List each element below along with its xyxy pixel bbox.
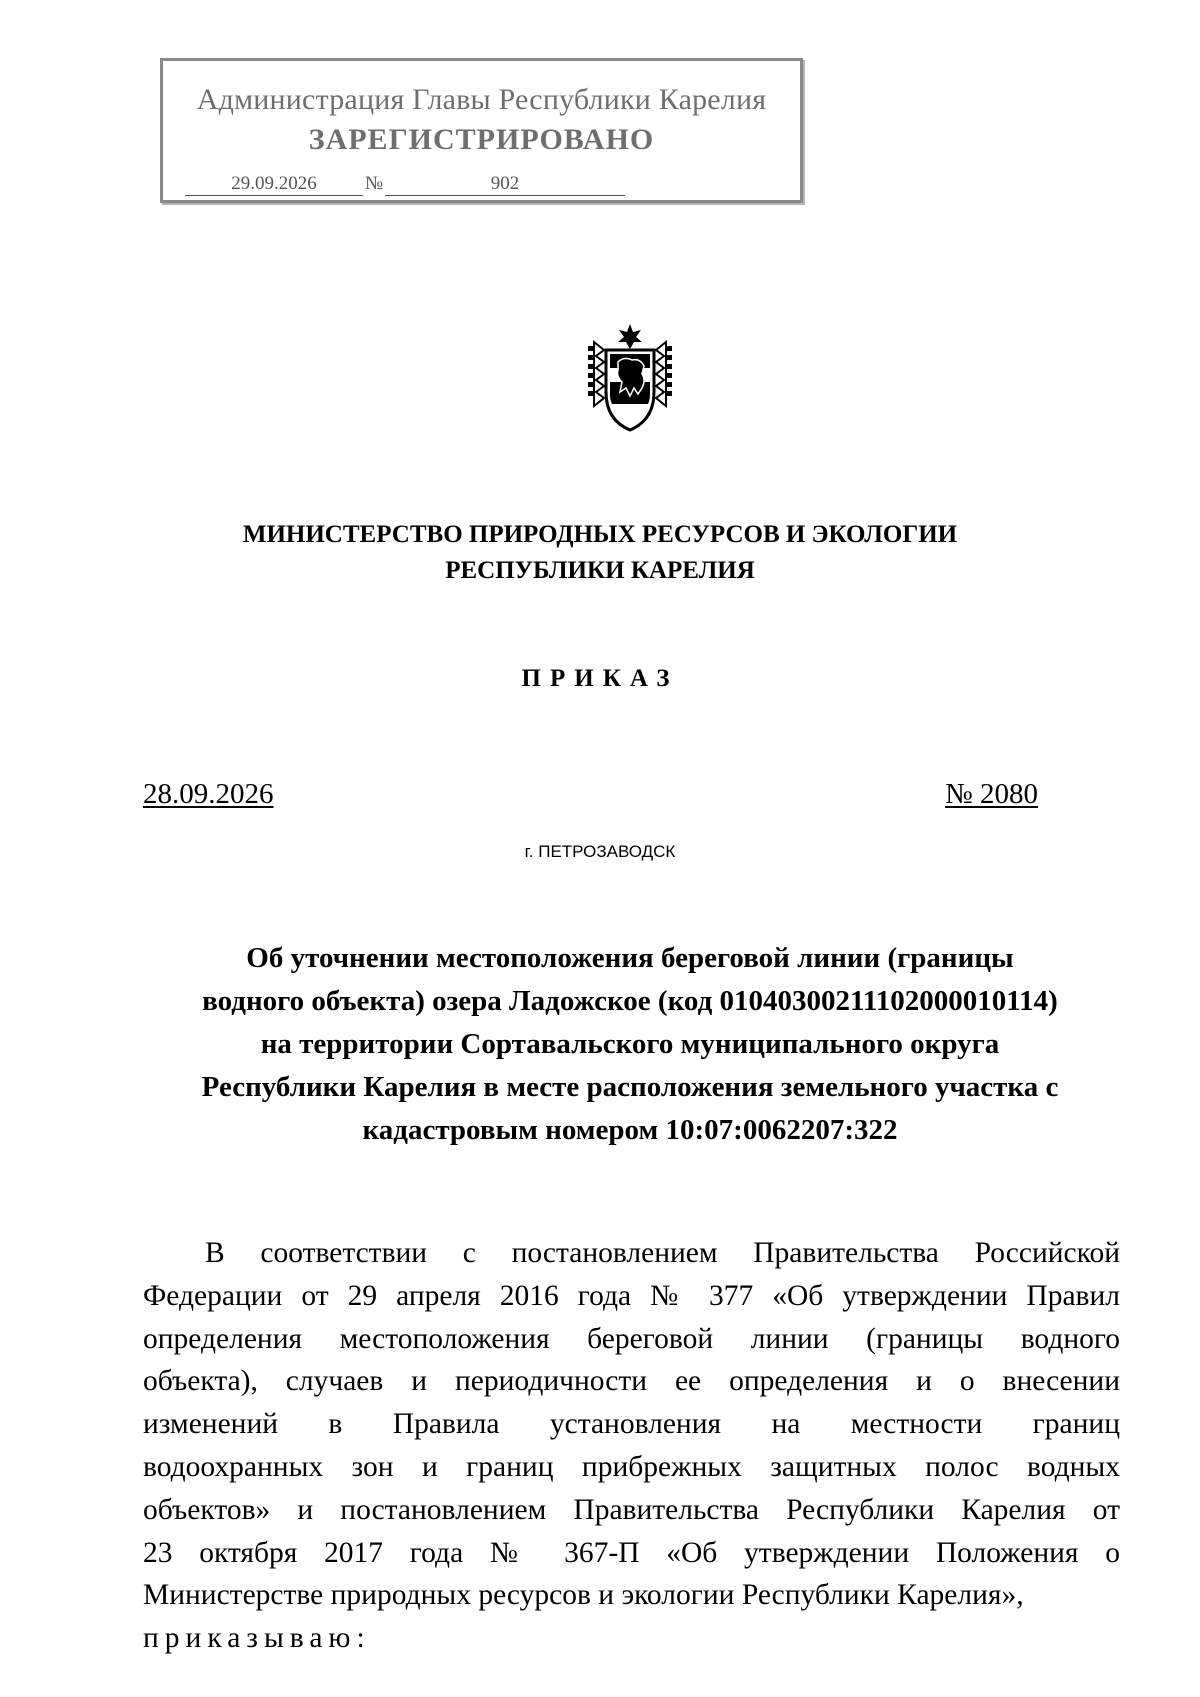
body-line: водоохранных зон и границ прибрежных защитных полос водных xyxy=(143,1450,1120,1483)
body-line: объектов» и постановлением Правительства Республики Карелия от xyxy=(143,1493,1120,1526)
body-line: Министерстве природных ресурсов и экологии Республики Карелия», xyxy=(143,1579,1024,1612)
stamp-status: ЗАРЕГИСТРИРОВАНО xyxy=(308,123,655,156)
stamp-organization: Администрация Главы Республики Карелия xyxy=(196,83,767,116)
stamp-number: 902 xyxy=(385,173,625,196)
karelia-coat-of-arms-icon xyxy=(584,322,676,434)
stamp-number-sign: № xyxy=(365,173,384,194)
order-subject xyxy=(140,937,1120,1152)
document-type: ПРИКАЗ xyxy=(521,665,679,692)
city: г. ПЕТРОЗАВОДСК xyxy=(524,842,676,861)
body-line: изменений в Правила установления на местности границ xyxy=(143,1408,1120,1441)
ministry-name-line1: МИНИСТЕРСТВО ПРИРОДНЫХ РЕСУРСОВ И ЭКОЛОГИИ xyxy=(242,521,958,548)
subject-line: Республики Карелия в месте расположения земельного участка с xyxy=(201,1071,1059,1103)
body-line: Федерации от 29 апреля 2016 года № 377 «Об утверждении Правил xyxy=(143,1279,1120,1312)
order-closing: приказываю: xyxy=(143,1622,371,1655)
body-line: объекта), случаев и периодичности ее определения и о внесении xyxy=(143,1365,1120,1398)
order-date: 28.09.2026 xyxy=(143,778,274,810)
body-line: 23 октября 2017 года № 367-П «Об утверждении Положения о xyxy=(143,1536,1120,1569)
ministry-name-line2: РЕСПУБЛИКИ КАРЕЛИЯ xyxy=(445,557,755,584)
order-body xyxy=(143,1232,1120,1660)
subject-line: водного объекта) озера Ладожское (код 01040300211102000010114) xyxy=(202,985,1058,1017)
body-line: В соответствии с постановлением Правительства Российской xyxy=(205,1237,1120,1269)
body-line: определения местоположения береговой линии (границы водного xyxy=(143,1322,1120,1355)
stamp-date: 29.09.2026 xyxy=(185,173,363,196)
subject-line: Об уточнении местоположения береговой линии (границы xyxy=(246,942,1014,974)
subject-line: на территории Сортавальского муниципального округа xyxy=(260,1028,1000,1060)
order-number: № 2080 xyxy=(945,778,1038,810)
registration-stamp xyxy=(160,58,803,203)
subject-line: кадастровым номером 10:07:0062207:322 xyxy=(362,1114,898,1146)
